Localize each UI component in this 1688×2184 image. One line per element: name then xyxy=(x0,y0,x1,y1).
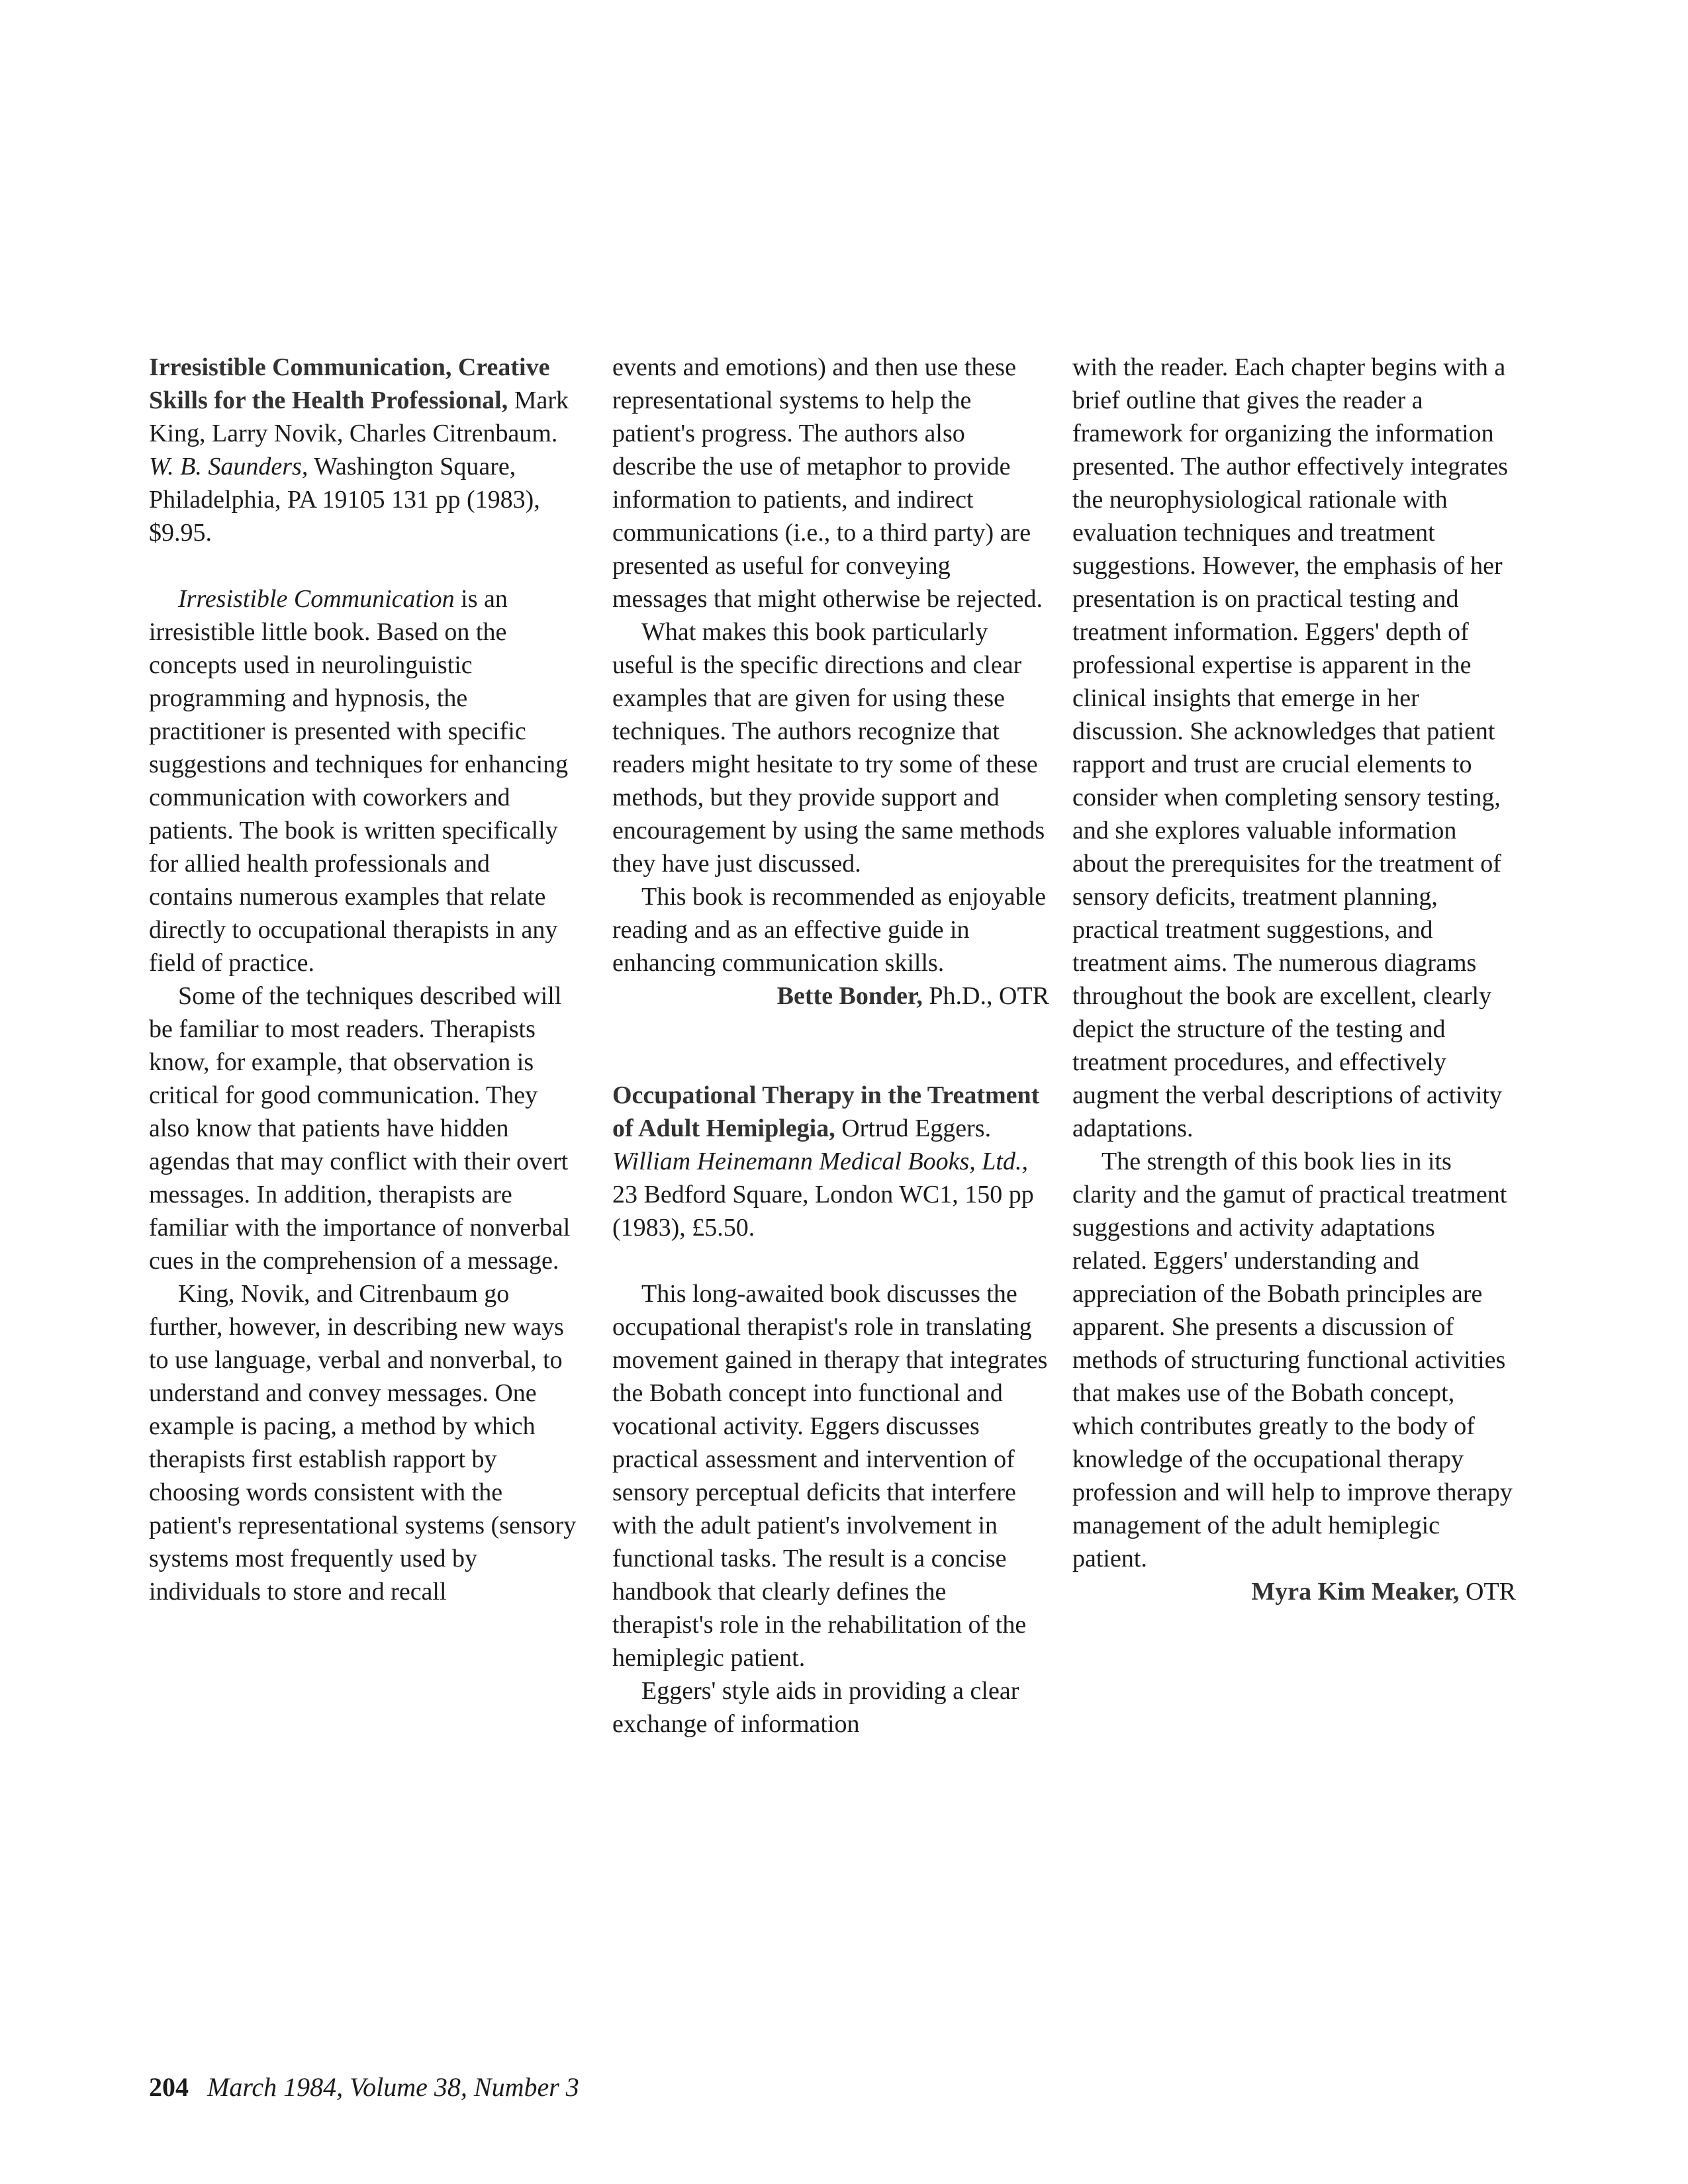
review-1-paragraph-4: What makes this book particularly useful is the specific directions and clear examples that are given for using these techniques. The authors recognize that readers might hesitate to try some of these methods, but they provide support and encouragement by using the same methods they have just discussed. xyxy=(612,618,1045,878)
review-2-reviewer-name: Myra Kim Meaker, xyxy=(1251,1578,1460,1606)
review-1-paragraph-1 xyxy=(149,582,579,979)
review-2-address: 23 Bedford Square, London WC1, 150 pp (1983), £5.50. xyxy=(612,1181,1034,1242)
review-2-signature xyxy=(1072,1575,1516,1608)
review-1-publisher: W. B. Saunders, xyxy=(149,453,308,480)
page-number: 204 xyxy=(149,2072,189,2102)
review-2-paragraph-3: The strength of this book lies in its clarity and the gamut of practical treatment suggestions and activity adaptations related. Eggers' understanding and appreciation of the Bobath principles are apparent. She presents a discussion of methods of structuring functional activities that makes use of the Bobath concept, which contributes greatly to the body of knowledge of the occupational therapy profession and will help to improve therapy management of the adult hemiplegic patient. xyxy=(1072,1148,1513,1572)
review-1-address: Washington Square, Philadelphia, PA 19105 131 pp (1983), $9.95. xyxy=(149,453,540,547)
review-1-paragraph-5: This book is recommended as enjoyable reading and as an effective guide in enhancing communication skills. xyxy=(612,883,1047,977)
column-middle xyxy=(612,351,1049,1741)
review-1-paragraph-1-text: is an irresistible little book. Based on the concepts used in neurolinguistic programming and hypnosis, the practitioner is presented with specific suggestions and techniques for enhancing communication with coworkers and patients. The book is written specifically for allied health professionals and contains numerous examples that relate directly to occupational therapists in any field of practice. xyxy=(149,585,569,977)
column-left xyxy=(149,351,579,1608)
review-2-authors: Ortrud Eggers. xyxy=(835,1115,992,1142)
review-2-publisher: William Heinemann Medical Books, Ltd., xyxy=(612,1148,1028,1175)
column-right xyxy=(1072,351,1516,1608)
review-2-paragraph-2a: Eggers' style aids in providing a clear exchange of information xyxy=(612,1677,1019,1738)
review-2-paragraph-2b: with the reader. Each chapter begins with a brief outline that gives the reader a framework for organizing the information presented. The author effectively integrates the neurophysiological rationale with evaluation techniques and treatment suggestions. However, the emphasis of her presentation is on practical testing and treatment information. Eggers' depth of professional expertise is apparent in the clinical insights that emerge in her discussion. She acknowledges that patient rapport and trust are crucial elements to consider when completing sensory testing, and she explores valuable information about the prerequisites for the treatment of sensory deficits, treatment planning, practical treatment suggestions, and treatment aims. The numerous diagrams throughout the book are excellent, clearly depict the structure of the testing and treatment procedures, and effectively augment the verbal descriptions of activity adaptations. xyxy=(1072,353,1509,1142)
review-1-authors: Mark King, Larry Novik, Charles Citrenbaum. xyxy=(149,387,569,447)
review-1-reviewer-credentials: Ph.D., OTR xyxy=(922,982,1049,1010)
journal-issue: March 1984, Volume 38, Number 3 xyxy=(207,2072,579,2102)
review-1-book-title-inline: Irresistible Communication xyxy=(178,585,455,613)
review-1-paragraph-2: Some of the techniques described will be familiar to most readers. Therapists know, for example, that observation is critical for good communication. They also know that patients have hidden agendas that may conflict with their overt messages. In addition, therapists are familiar with the importance of nonverbal cues in the comprehension of a message. xyxy=(149,982,571,1275)
review-2-paragraph-1: This long-awaited book discusses the occupational therapist's role in translating movement gained in therapy that integrates the Bobath concept into functional and vocational activity. Eggers discusses practical assessment and intervention of sensory perceptual deficits that interfere with the adult patient's involvement in functional tasks. The result is a concise handbook that clearly defines the therapist's role in the rehabilitation of the hemiplegic patient. xyxy=(612,1280,1048,1672)
review-1-reviewer-name: Bette Bonder, xyxy=(776,982,923,1010)
review-1-title: Irresistible Communication, Creative Skills for the Health Professional, xyxy=(149,353,550,414)
review-2-title: Occupational Therapy in the Treatment of Adult Hemiplegia, xyxy=(612,1081,1040,1142)
page-footer xyxy=(149,2071,579,2103)
review-1-citation xyxy=(149,351,579,549)
review-1-paragraph-3b: events and emotions) and then use these representational systems to help the patient's progress. The authors also describe the use of metaphor to provide information to patients, and indirect communications (i.e., to a third party) are presented as useful for conveying messages that might otherwise be rejected. xyxy=(612,353,1043,613)
review-1-paragraph-3a: King, Novik, and Citrenbaum go further, however, in describing new ways to use language, verbal and nonverbal, to understand and convey messages. One example is pacing, a method by which therapists first establish rapport by choosing words consistent with the patient's representational systems (sensory systems most frequently used by individuals to store and recall xyxy=(149,1280,577,1606)
review-1-signature xyxy=(612,979,1049,1013)
review-2-citation xyxy=(612,1079,1049,1244)
review-2-reviewer-credentials: OTR xyxy=(1459,1578,1516,1606)
